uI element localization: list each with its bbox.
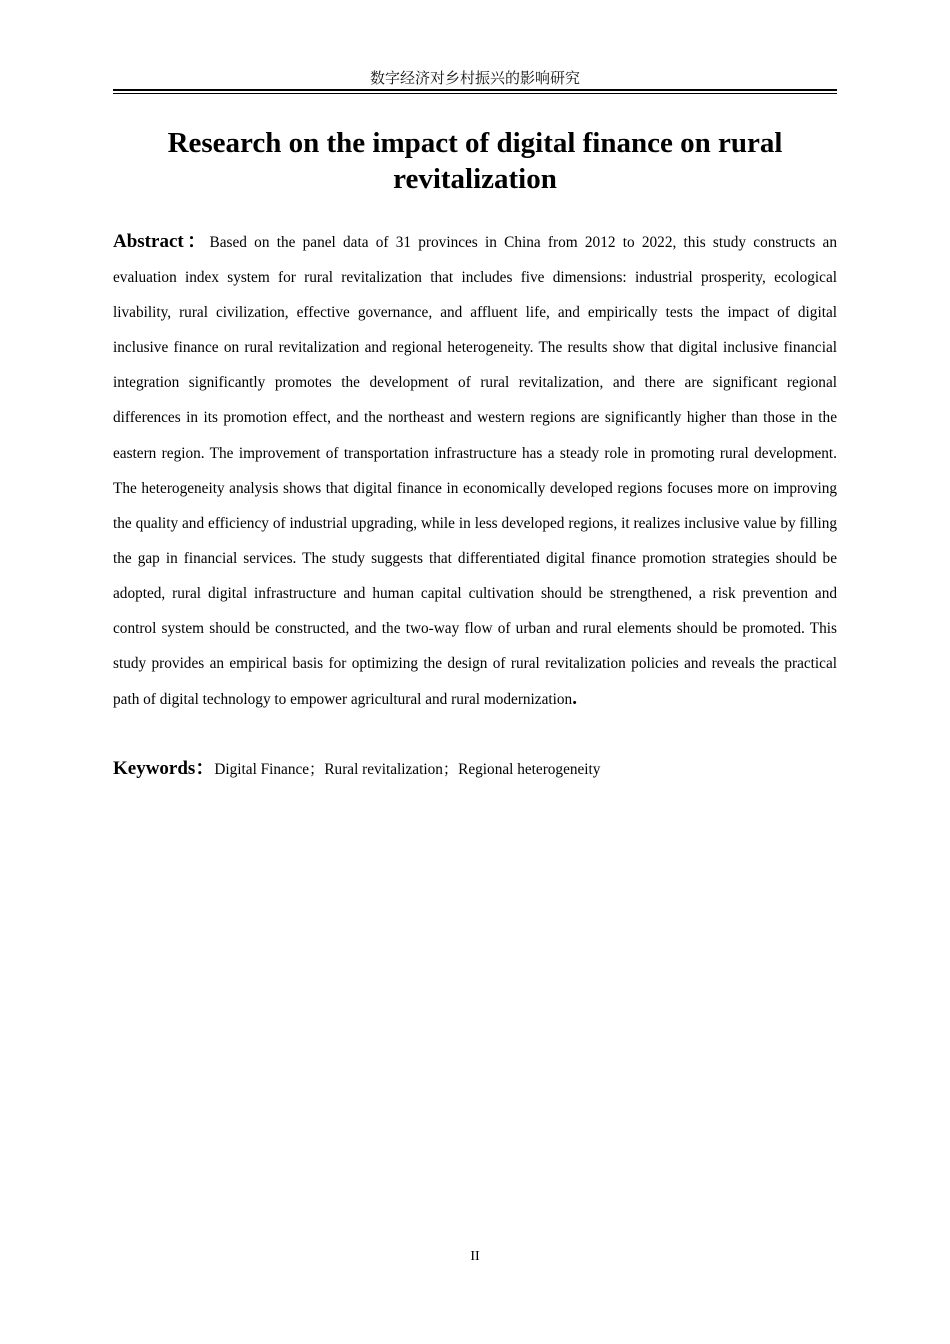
paper-title: Research on the impact of digital finance on rural revitalization <box>167 127 783 195</box>
running-header: 数字经济对乡村振兴的影响研究 <box>369 69 580 87</box>
abstract-label: Abstract： <box>113 231 210 252</box>
header-rule-thin <box>113 93 837 94</box>
keywords-text: Digital Finance；Rural revitalization；Regional heterogeneity <box>214 761 601 778</box>
page-number: II <box>470 1249 480 1264</box>
keywords-label: Keywords： <box>113 758 215 779</box>
abstract-end-mark: . <box>572 688 577 710</box>
abstract-paragraph <box>113 224 837 717</box>
keywords-line <box>113 753 837 786</box>
abstract-text: Based on the panel data of 31 provinces in China from 2012 to 2022, this study constructs an evaluation index system for rural revitalization that includes five dimensions: industrial prosperity, ecological livability, rural civilization, effective governance, and affluent life, and empirically tests the impact of digital inclusive finance on rural revitalization and regional heterogeneity. The results show that digital inclusive financial integration significantly promotes the development of rural revitalization, and there are significant regional differences in its promotion effect, and the northeast and western regions are significantly higher than those in the eastern region. The improvement of transportation infrastructure has a steady role in promoting rural development. The heterogeneity analysis shows that digital finance in economically developed regions focuses more on improving the quality and efficiency of industrial upgrading, while in less developed regions, it realizes inclusive value by filling the gap in financial services. The study suggests that differentiated digital finance promotion strategies should be adopted, rural digital infrastructure and human capital cultivation should be strengthened, a risk prevention and control system should be constructed, and the two-way flow of urban and rural elements should be promoted. This study provides an empirical basis for optimizing the design of rural revitalization policies and reveals the practical path of digital technology to empower agricultural and rural modernization <box>113 234 837 709</box>
header-rule <box>113 89 837 91</box>
